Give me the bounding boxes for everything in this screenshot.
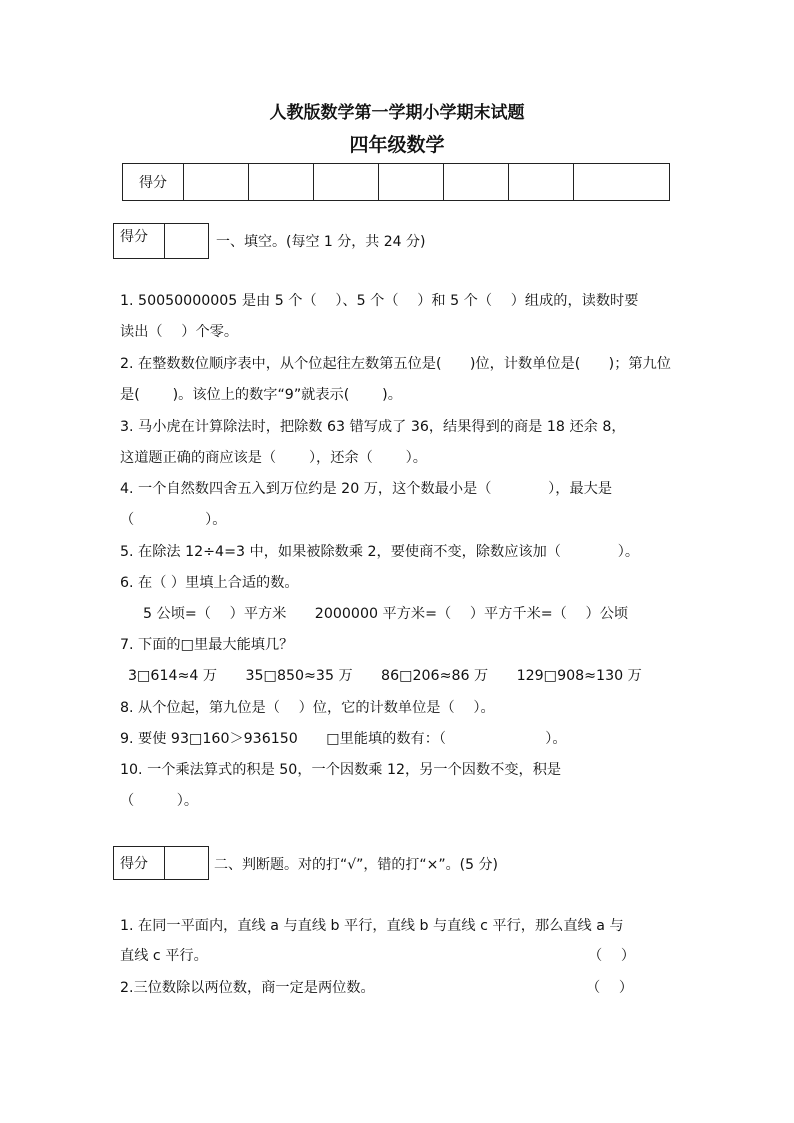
question-line: 8. 从个位起，第九位是（ ）位，它的计数单位是（ ）。 xyxy=(120,700,495,716)
exam-subtitle: 四年级数学 xyxy=(349,134,445,156)
question-line: （ ）。 xyxy=(120,512,227,528)
question-line: 2.三位数除以两位数，商一定是两位数。 xyxy=(120,980,375,996)
section2-score-label: 得分 xyxy=(114,847,165,880)
question-line: 7. 下面的□里最大能填几？ xyxy=(120,637,294,653)
section2-score-box xyxy=(113,846,209,880)
score-table xyxy=(122,163,670,201)
section1-heading: 一、填空。(每空 1 分，共 24 分) xyxy=(216,234,426,250)
score-cell xyxy=(574,164,670,201)
question-line: 6. 在（ ）里填上合适的数。 xyxy=(120,575,299,591)
section2-score-blank xyxy=(165,847,209,880)
score-cell xyxy=(444,164,509,201)
score-cell xyxy=(184,164,249,201)
answer-bracket: （ ） xyxy=(586,980,634,996)
question-line: 是( )。该位上的数字“9”就表示( )。 xyxy=(120,387,402,403)
question-line: 1. 在同一平面内，直线 a 与直线 b 平行，直线 b 与直线 c 平行，那么直线 a 与 xyxy=(120,918,624,934)
section1-score-box xyxy=(113,223,209,259)
question-line: 5. 在除法 12÷4=3 中，如果被除数乘 2，要使商不变，除数应该加（ ）。 xyxy=(120,544,640,560)
question-line: 1. 50050000005 是由 5 个（ ）、5 个（ ）和 5 个（ ）组成的，读数时要 xyxy=(120,293,639,309)
score-cell xyxy=(509,164,574,201)
section1-score-label: 得分 xyxy=(114,224,165,259)
question-line: 2. 在整数数位顺序表中，从个位起往左数第五位是( )位，计数单位是( )；第九位 xyxy=(120,356,671,372)
question-line: 3. 马小虎在计算除法时，把除数 63 错写成了 36，结果得到的商是 18 还余 8， xyxy=(120,419,626,435)
question-line: 直线 c 平行。 xyxy=(120,948,208,964)
question-line: 10. 一个乘法算式的积是 50，一个因数乘 12，另一个因数不变，积是 xyxy=(120,762,562,778)
score-cell xyxy=(379,164,444,201)
answer-bracket: （ ） xyxy=(588,948,636,964)
score-label: 得分 xyxy=(123,164,184,201)
question-line: （ ）。 xyxy=(120,793,199,809)
score-cell xyxy=(249,164,314,201)
section2-heading: 二、判断题。对的打“√”，错的打“×”。(5 分) xyxy=(214,857,498,873)
question-line: 这道题正确的商应该是（ ），还余（ ）。 xyxy=(120,450,427,466)
question-line: 5 公顷=（ ）平方米 2000000 平方米=（ ）平方千米=（ ）公顷 xyxy=(143,606,629,622)
section1-score-blank xyxy=(165,224,209,259)
exam-title: 人教版数学第一学期小学期末试题 xyxy=(269,103,525,123)
score-cell xyxy=(314,164,379,201)
question-line: 3□614≈4 万 35□850≈35 万 86□206≈86 万 129□908≈130 万 xyxy=(128,668,642,684)
question-line: 读出（ ）个零。 xyxy=(120,324,239,340)
question-line: 4. 一个自然数四舍五入到万位约是 20 万，这个数最小是（ ），最大是 xyxy=(120,481,613,497)
question-line: 9. 要使 93□160＞936150 □里能填的数有：（ ）。 xyxy=(120,731,567,747)
